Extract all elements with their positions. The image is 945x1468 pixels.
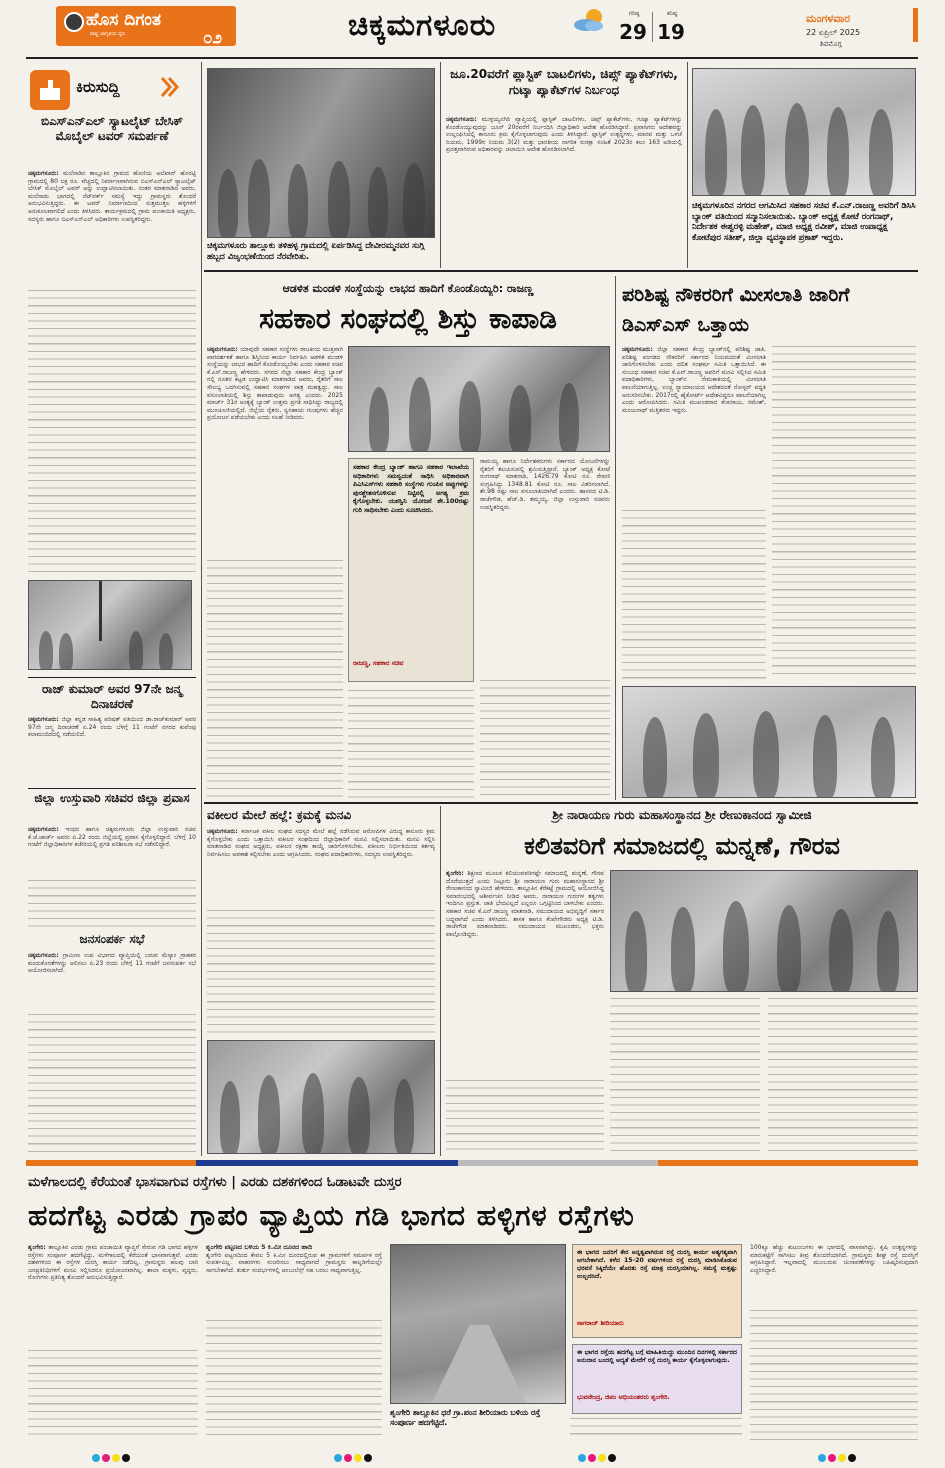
min-temp-label: ಕನಿಷ್ಠ bbox=[666, 10, 678, 17]
roads-quote-box-2 bbox=[572, 1344, 742, 1414]
page-number: ೦೨ bbox=[202, 30, 222, 47]
misalati-headline: ಪರಿಶಿಷ್ಟ ನೌಕರರಿಗೆ ಮೀಸಲಾತಿ ಜಾರಿಗೆ ಡಿಎಸ್ಎಸ್ ಒತ್ತಾಯ bbox=[622, 284, 850, 336]
misalati-text: ಜಿಲ್ಲಾ ಸಹಕಾರ ಕೇಂದ್ರ ಬ್ಯಾಂಕ್‌ನಲ್ಲಿ ಪರಿಶಿಷ್ಟ ಜಾತಿ, ಪರಿಶಿಷ್ಟ ಪಂಗಡದ ನೌಕರರಿಗೆ ಸರ್ಕಾರದ ನಿಯಮದಂತೆ ಮೀಸಲಾತಿ ಜಾರಿಗೊಳಿಸಬೇಕು ಎಂದು ದಲಿತ ಸಂಘರ್ಷ ಸಮಿತಿ ಒತ್ತಾಯಿಸಿದೆ. ಈ ಸಂಬಂಧ ಸಹಕಾರ ಸಚಿವ ಕೆ.ಎನ್.ರಾಜಣ್ಣ ಅವರಿಗೆ ಮನವಿ ಸಲ್ಲಿಸಿದ ಸಮಿತಿ ಪದಾಧಿಕಾರಿಗಳು, ಬ್ಯಾಂಕ್‌ನ ನೇಮಕಾತಿಯಲ್ಲಿ ಮೀಸಲಾತಿ ಪಾಲನೆಯಾಗುತ್ತಿಲ್ಲ. ಉಚ್ಚ ನ್ಯಾಯಾಲಯದ ಆದೇಶದಂತೆ ರೋಸ್ಟರ್ ಪದ್ಧತಿ ಅನುಸರಿಸಬೇಕು. 2017ರಲ್ಲಿ ಹೈಕೋರ್ಟ್ ಆದೇಶವಿದ್ದರೂ ಪಾಲನೆಯಾಗಿಲ್ಲ ಎಂದು ಆರೋಪಿಸಿದರು. ಸಮಿತಿ ಮುಖಂಡರಾದ ಕೆಂಪರಾಜು, ರಮೇಶ್, ಮಂಜುನಾಥ್ ಮತ್ತಿತರರು ಇದ್ದರು. bbox=[622, 346, 766, 414]
sahakara-quote-box bbox=[348, 458, 474, 682]
roads-quote-1: ಈ ಭಾಗದ ಜನರಿಗೆ ಕೇರ ಅನ್ನತ್ವವಾಗಿರುವ ರಸ್ತೆ ದುರಸ್ತಿ ಕಾರ್ಯ ಅತ್ಯಗತ್ಯವಾಗಿ ಆಗಬೇಕಾಗಿದೆ. ಕಳೆದ 15-20 ವರ್ಷಗಳಿಂದ ರಸ್ತೆ ದುರಸ್ತಿ ಮಾಡಿಸಿಕೊಡುವ ಭರವಸೆ ಸಿಕ್ಕಿದೆಯೇ ಹೊರತು ರಸ್ತೆ ಮಾತ್ರ ದುರಸ್ತಿಯಾಗಿಲ್ಲ. ಸಮಸ್ಯೆ ಮತ್ತಷ್ಟು ಉಲ್ಬಣಿಸಿದೆ. bbox=[577, 1249, 737, 1280]
date-label: 22 ಏಪ್ರಿಲ್ 2025 bbox=[806, 28, 861, 37]
narayana-dateline: ಶೃಂಗೇರಿ: bbox=[446, 870, 464, 877]
brief-1-continuation bbox=[28, 290, 196, 572]
brief-4-dateline: ಚಿಕ್ಕಮಗಳೂರು: bbox=[28, 952, 59, 959]
vakila-dateline: ಚಿಕ್ಕಮಗಳೂರು: bbox=[207, 828, 238, 835]
brief-1-text: ಮಲೆನಾಡಿನ ತಾಲ್ಲೂಕಿನ ಗ್ರಾಮದ ಹೊಣಿಯ ಅಲೆಖಾನ್ ಹೊರಟ್ಟಿ ಗ್ರಾಮದಲ್ಲಿ 80 ಲಕ್ಷ ರೂ. ವೆಚ್ಚದಲ್ಲಿ ನಿರ್ಮಾಣವಾಗಿರುವ ಬಿಎಸ್ಎನ್ಎಲ್ ಸ್ಯಾಟಲೈಟ್ ಬೇಸಿಕ್ ಮೊಬೈಲ್ ಟವರ್ ಅನ್ನು ಉದ್ಘಾಟಿಸಲಾಯಿತು. ನಂತರ ಮಾತನಾಡಿದ ಅವರು, ಮಲೆನಾಡು ಭಾಗದಲ್ಲಿ ನೆಟ್‌ವರ್ಕ್ ಸಮಸ್ಯೆ ಇದ್ದು ಗ್ರಾಮಸ್ಥರು ತೊಂದರೆ ಅನುಭವಿಸುತ್ತಿದ್ದರು. ಈ ಟವರ್ ನಿರ್ಮಾಣದಿಂದ ಸುತ್ತಮುತ್ತಲ ಹಳ್ಳಿಗಳಿಗೆ ಅನುಕೂಲವಾಗಲಿದೆ ಎಂದು ತಿಳಿಸಿದರು. ಕಾರ್ಯಕ್ರಮದಲ್ಲಿ ಗ್ರಾಮ ಪಂಚಾಯಿತಿ ಅಧ್ಯಕ್ಷರು, ಸದಸ್ಯರು ಹಾಗೂ ಬಿಎಸ್ಎನ್ಎಲ್ ಅಧಿಕಾರಿಗಳು ಉಪಸ್ಥಿತರಿದ್ದರು. bbox=[28, 170, 196, 223]
masthead-accent-bar bbox=[913, 8, 918, 42]
brief-rule-1 bbox=[28, 677, 196, 678]
brief-3-text: ಇಂಧನ ಹಾಗೂ ಚಿಕ್ಕಮಗಳೂರು ಜಿಲ್ಲಾ ಉಸ್ತುವಾರಿ ಸಚಿವ ಕೆ.ಜೆ.ಜಾರ್ಜ್ ಅವರು ಏ.22 ರಂದು ಜಿಲ್ಲೆಯಲ್ಲಿ ಪ್ರವಾಸ ಕೈಗೊಳ್ಳಲಿದ್ದಾರೆ. ಬೆಳಿಗ್ಗೆ 10 ಗಂಟೆಗೆ ಜಿಲ್ಲಾಧಿಕಾರಿಗಳ ಕಚೇರಿಯಲ್ಲಿ ಪ್ರಗತಿ ಪರಿಶೀಲನಾ ಸಭೆ ನಡೆಸಲಿದ್ದಾರೆ. bbox=[28, 826, 196, 849]
roads-body-3: 100ಕ್ಕೂ ಹೆಚ್ಚು ಕುಟುಂಬಗಳು ಈ ಭಾಗದಲ್ಲಿ ವಾಸವಾಗಿದ್ದು, ಕೃಷಿ ಉತ್ಪನ್ನಗಳನ್ನು ಮಾರುಕಟ್ಟೆಗೆ ಸಾಗಿಸಲು ತೀವ್ರ ತೊಂದರೆಯಾಗಿದೆ. ಗ್ರಾಮಸ್ಥರು ಶೀಘ್ರ ರಸ್ತೆ ದುರಸ್ತಿಗೆ ಆಗ್ರಹಿಸಿದ್ದಾರೆ. ಇಲ್ಲವಾದಲ್ಲಿ ಮುಂಬರುವ ಚುನಾವಣೆಗಳನ್ನು ಬಹಿಷ್ಕರಿಸುವುದಾಗಿ ಎಚ್ಚರಿಸಿದ್ದಾರೆ. bbox=[750, 1244, 918, 1274]
festival-photo bbox=[207, 68, 435, 238]
narayana-continuation-1 bbox=[446, 1080, 604, 1156]
sahakara-continuation bbox=[207, 560, 343, 798]
sahakara-quote: ಸಹಕಾರ ಕೇಂದ್ರ ಬ್ಯಾಂಕ್ ಹಾಗೂ ಸಹಕಾರ ಇಲಾಖೆಯ ಅಧಿಕಾರಿಗಳು ಸಮನ್ವಯತೆ ಸಾಧಿಸಿ ಅಧಿಕಾರವಾಗಿ ಪಿಎಸಿಎಸ್‌ಗಳು ಸಹಕಾರಿ ಸಂಸ್ಥೆಗಳು ಗುಂಪಿನ ಅಪ್ಪುಗಳನ್ನು ಪುನಶ್ಚೇತನಗೊಳಿಸುವ ನಿಟ್ಟಿನಲ್ಲಿ ಅಗತ್ಯ ಕ್ರಮ ಕೈಗೊಳ್ಳಬೇಕು. ಯಶಸ್ವಿನಿ ಯೋಜನೆ ಶೇ.100ರಷ್ಟು ಗುರಿ ಸಾಧಿಸಬೇಕು ಎಂದು ಸೂಚಿಸಿದರು. bbox=[353, 463, 469, 514]
pointing-hand-icon bbox=[30, 70, 70, 110]
day-label: ಮಂಗಳವಾರ bbox=[806, 12, 851, 25]
edition-label: ಶಿವಮೊಗ್ಗ bbox=[820, 40, 842, 48]
sahakara-meeting-photo bbox=[348, 346, 610, 452]
misalati-continuation-1 bbox=[622, 510, 766, 680]
brief-2-body bbox=[28, 716, 196, 786]
brief-4-headline: ಜನಸಂಪರ್ಕ ಸಭೆ bbox=[79, 932, 145, 946]
temp-divider bbox=[652, 12, 653, 42]
brief-3-continuation bbox=[28, 880, 196, 930]
print-registration-marks bbox=[0, 1452, 945, 1464]
sahakara-text: ಯಾವುದೇ ಸಹಕಾರ ಸಂಸ್ಥೆಗಳು ರಾಜಕೀಯ ಮುಕ್ತವಾಗಿ ಪಾರದರ್ಶಕತೆ ಹಾಗೂ ಶಿಸ್ತಿನಿಂದ ಕಾರ್ಯ ನಿರ್ವಹಿಸಿ ಆಡಳಿತ ಮಂಡಳಿ ಸಂಸ್ಥೆಯನ್ನು ಲಾಭದ ಹಾದಿಗೆ ಕೊಂಡೊಯ್ಯಬೇಕು ಎಂದು ಸಹಕಾರ ಸಚಿವ ಕೆ.ಎನ್.ರಾಜಣ್ಣ ಹೇಳಿದರು. ನಗರದ ಜಿಲ್ಲಾ ಸಹಕಾರ ಕೇಂದ್ರ ಬ್ಯಾಂಕ್ ನಲ್ಲಿ ನೂತನ ಕಟ್ಟಡ ಉದ್ಘಾಟಿಸಿ ಮಾತನಾಡಿದ ಅವರು, ರೈತರಿಗೆ ಸಾಲ ಸೌಲಭ್ಯ ಒದಗಿಸುವಲ್ಲಿ ಸಹಕಾರ ಸಂಘಗಳ ಪಾತ್ರ ಮಹತ್ವದ್ದು. ಸಾಲ ವಸೂಲಾತಿಯಲ್ಲಿ ಶಿಸ್ತು ಕಾಪಾಡುವುದು ಅಗತ್ಯ ಎಂದರು. 2025 ಮಾರ್ಚ್ 31ರ ಅಂತ್ಯಕ್ಕೆ ಬ್ಯಾಂಕ್ ಉತ್ತಮ ಪ್ರಗತಿ ಸಾಧಿಸಿದ್ದು ರಾಜ್ಯದಲ್ಲಿ ಮುಂಚೂಣಿಯಲ್ಲಿದೆ. ಜಿಲ್ಲೆಯ ರೈತರು, ಸ್ವಸಹಾಯ ಗುಂಪುಗಳು ಹೆಚ್ಚಿನ ಪ್ರಯೋಜನ ಪಡೆಯಬೇಕು ಎಂದು ಸಲಹೆ ನೀಡಿದರು. bbox=[207, 346, 343, 422]
plastic-text: ಮುಳ್ಳಯ್ಯನಗಿರಿ ವ್ಯಾಪ್ತಿಯಲ್ಲಿ ಪ್ಲಾಸ್ಟಿಕ್ ಬಾಟಲಿಗಳು, ಚಿಪ್ಸ್ ಪ್ಯಾಕೆಟ್‌ಗಳು, ಗುಟ್ಕಾ ಪ್ಯಾಕೆಟ್‌ಗಳನ್ನು ಕೊಂಡೊಯ್ಯುವುದನ್ನು ಜೂನ್ 20ರವರೆಗೆ ನಿರ್ಬಂಧಿಸಿ ಜಿಲ್ಲಾಧಿಕಾರಿ ಆದೇಶ ಹೊರಡಿಸಿದ್ದಾರೆ. ಪ್ರವಾಸಿಗರು ಆದೇಶವನ್ನು ಉಲ್ಲಂಘಿಸಿದಲ್ಲಿ ಕಾನೂನು ಕ್ರಮ ಕೈಗೊಳ್ಳಲಾಗುವುದು ಎಂದು ತಿಳಿಸಿದ್ದಾರೆ. ಪ್ಲಾಸ್ಟಿಕ್ ಉತ್ಪನ್ನಗಳು, ಮಾನವ ಮತ್ತು ಒಳಚೆ ನಿಯಮ, 1999ರ ನಿಯಮ 3(2) ಮತ್ತು ಭಾರತೀಯ ನಾಗರಿಕ ಸುರಕ್ಷಾ ಸಂಹಿತೆ 2023ರ ಕಲಂ 163 ಅಡಿಯಲ್ಲಿ ಪ್ರದತ್ತವಾಗಿರುವ ಅಧಿಕಾರವನ್ನು ಚಲಾಯಿಸಿ ಆದೇಶ ಹೊರಡಿಸಲಾಗಿದೆ. bbox=[446, 116, 682, 154]
brief-3-dateline: ಚಿಕ್ಕಮಗಳೂರು: bbox=[28, 826, 59, 833]
roads-dateline: ಶೃಂಗೇರಿ: bbox=[28, 1244, 46, 1251]
brand-name: ಹೊಸ ದಿಗಂತ bbox=[86, 10, 161, 30]
vakila-headline: ವಕೀಲರ ಮೇಲೆ ಹಲ್ಲೆ: ಕ್ರಮಕ್ಕೆ ಮನವಿ bbox=[207, 808, 352, 822]
roads-continuation-2 bbox=[206, 1320, 382, 1440]
roads-continuation-1 bbox=[28, 1350, 198, 1440]
roads-continuation-4 bbox=[750, 1310, 918, 1440]
festival-photo-caption: ಚಿಕ್ಕಮಗಳೂರು ತಾಲ್ಲೂಕು ತಳಿಹಳ್ಳ ಗ್ರಾಮದಲ್ಲಿ ಏರ್ಪಡಿಸಿದ್ದ ದೇವೀರಮ್ಮನವರ ಸುಗ್ಗಿ ಹಬ್ಬದ ವಿಜೃಂಭಣೆಯಿಂದ ನೆರವೇರಿತು. bbox=[207, 240, 425, 261]
vakila-continuation bbox=[207, 910, 435, 1034]
kirusuddi-label: ಕಿರುಸುದ್ದಿ bbox=[76, 78, 120, 96]
plastic-dateline: ಚಿಕ್ಕಮಗಳೂರು: bbox=[446, 116, 477, 123]
roads-headline: ಹದಗೆಟ್ಟ ಎರಡು ಗ್ರಾಪಂ ವ್ಯಾಪ್ತಿಯ ಗಡಿ ಭಾಗದ ಹಳ್ಳಿಗಳ ರಸ್ತೆಗಳು bbox=[28, 1199, 635, 1232]
max-temp: 29 bbox=[619, 20, 647, 44]
section-color-bar bbox=[26, 1160, 918, 1166]
sun-cloud-icon bbox=[570, 6, 610, 34]
minister-felicitation-photo bbox=[692, 68, 916, 196]
road-photo-caption: ಶೃಂಗೇರಿ ತಾಲ್ಲೂಕಿನ ಧರೆ ಗ್ರಾ.ಪಂನ ಶೀರಿಯಾರು ಬಳಿಯ ರಸ್ತೆ ಸಂಪೂರ್ಣ ಹದಗೆಟ್ಟಿದೆ. bbox=[390, 1408, 541, 1427]
brief-3-headline: ಜಿಲ್ಲಾ ಉಸ್ತುವಾರಿ ಸಚಿವರ ಜಿಲ್ಲಾ ಪ್ರವಾಸ bbox=[34, 791, 190, 805]
brief-2-dateline: ಚಿಕ್ಕಮಗಳೂರು: bbox=[28, 716, 59, 723]
min-temp: 19 bbox=[657, 20, 685, 44]
roads-quote-2: ಈ ಭಾಗದ ರಸ್ತೆಯ ಹದಗೆಟ್ಟ ಬಗ್ಗೆ ಮಾಹಿತಿಯಿದ್ದು ಮುಂದಿನ ದಿನಗಳಲ್ಲಿ ಸರ್ಕಾರದ ಅನುದಾನ ಬಂದಲ್ಲಿ ಆದ್ಯತೆ ಮೇರೆಗೆ ರಸ್ತೆ ದುರಸ್ತಿ ಕಾರ್ಯ ಕೈಗೊಳ್ಳಲಾಗುವುದು. bbox=[577, 1349, 737, 1364]
narayana-kicker: ಶ್ರೀ ನಾರಾಯಣ ಗುರು ಮಹಾಸಂಸ್ಥಾನದ ಶ್ರೀ ರೇಣುಕಾನಂದ ಸ್ವಾಮೀಜಿ bbox=[552, 808, 812, 822]
tower-photo bbox=[28, 580, 192, 670]
brief-2-text: ಜಿಲ್ಲಾ ಕನ್ನಡ ಸಾಹಿತ್ಯ ಪರಿಷತ್ ವತಿಯಿಂದ ಡಾ.ರಾಜ್‌ಕುಮಾರ್ ಅವರ 97ನೇ ಜನ್ಮ ದಿನಾಚರಣೆ ಏ.24 ರಂದು ಬೆಳಿಗ್ಗೆ 11 ಗಂಟೆಗೆ ನಗರದ ಕುವೆಂಪು ಕಲಾಮಂದಿರದಲ್ಲಿ ನಡೆಯಲಿದೆ. bbox=[28, 716, 196, 739]
sahakara-headline: ಸಹಕಾರ ಸಂಘದಲ್ಲಿ ಶಿಸ್ತು ಕಾಪಾಡಿ bbox=[259, 302, 557, 335]
sahakara-body-2: ರಾಮಯ್ಯ ಹಾಗೂ ನಿರ್ದೇಶಕರುಗಳು ಸರ್ಕಾರದ ಯೋಜನೆಗಳನ್ನು ರೈತರಿಗೆ ತಲುಪಿಸುವಲ್ಲಿ ಶ್ರಮಿಸುತ್ತಿದ್ದಾರೆ. ಬ್ಯಾಂಕ್ ಅಧ್ಯಕ್ಷ ಕೋಟೆ ರಂಗನಾಥ್ ಮಾತನಾಡಿ, 1426.79 ಕೋಟಿ ರೂ. ಠೇವಣಿ ಸಂಗ್ರಹಿಸಿದ್ದು 1348.81 ಕೋಟಿ ರೂ. ಸಾಲ ವಿತರಿಸಲಾಗಿದೆ. ಶೇ.98 ರಷ್ಟು ಸಾಲ ವಸೂಲಾತಿಯಾಗಿದೆ ಎಂದರು. ಹಾಸನದ ಟಿ.ಡಿ. ರಾಜೇಗೌಡ, ಹೆಚ್.ಡಿ. ತಮ್ಮಯ್ಯ, ಜಿಲ್ಲಾ ಉಸ್ತುವಾರಿ ಸಚಿವರು ಉಪಸ್ಥಿತರಿದ್ದರು. bbox=[480, 458, 610, 511]
city-title: ಚಿಕ್ಕಮಗಳೂರು bbox=[348, 8, 497, 43]
dss-petition-photo bbox=[622, 686, 916, 798]
top-row-rule bbox=[204, 270, 918, 272]
plastic-headline: ಜೂ.20ವರೆಗೆ ಪ್ಲಾಸ್ಟಿಕ್ ಬಾಟಲಿಗಳು, ಚಿಪ್ಸ್ ಪ್ಯಾಕೆಟ್‌ಗಳು, ಗುಟ್ಕಾ ಪ್ಯಾಕೆಟ್‌ಗಳ ನಿರ್ಬಂಧ bbox=[450, 67, 678, 97]
brief-4-continuation bbox=[28, 1014, 196, 1152]
sahakara-body-3-continuation bbox=[480, 680, 610, 798]
masthead-rule bbox=[26, 57, 918, 59]
narayana-text: ಶಿಕ್ಷಣದ ಮೂಲಕ ಕಲಿಯುವವರಿಗಷ್ಟೇ ಸಮಾಜದಲ್ಲಿ ಮನ್ನಣೆ, ಗೌರವ ದೊರೆಯುತ್ತದೆ ಎಂದು ನಿಟ್ಟೂರು ಶ್ರೀ ನಾರಾಯಣ ಗುರು ಮಹಾಸಂಸ್ಥಾನದ ಶ್ರೀ ರೇಣುಕಾನಂದ ಸ್ವಾಮೀಜಿ ಹೇಳಿದರು. ತಾಲ್ಲೂಕಿನ ಕೆರೆಕಟ್ಟೆ ಗ್ರಾಮದಲ್ಲಿ ಆಯೋಜಿಸಿದ್ದ ಸಮಾರಂಭದಲ್ಲಿ ಆಶೀರ್ವಚನ ನೀಡಿದ ಅವರು, ನಾರಾಯಣ ಗುರುಗಳ ತತ್ವಗಳು ಇಂದಿಗೂ ಪ್ರಸ್ತುತ. ಜಾತಿ ಭೇದವಿಲ್ಲದೆ ಎಲ್ಲರೂ ಒಗ್ಗಟ್ಟಿನಿಂದ ಬಾಳಬೇಕು ಎಂದರು. ಸಹಕಾರ ಸಚಿವ ಕೆ.ಎನ್.ರಾಜಣ್ಣ ಮಾತನಾಡಿ, ಸಮುದಾಯದ ಅಭಿವೃದ್ಧಿಗೆ ಸರ್ಕಾರ ಬದ್ಧವಾಗಿದೆ ಎಂದು ತಿಳಿಸಿದರು. ಶಾಸಕ ಹಾಗೂ ಕೆಂಪೇಗೌಡರು ಅಧ್ಯಕ್ಷ ಟಿ.ಡಿ. ರಾಜೇಗೌಡ ಮಾತನಾಡಿದರು. ಸಮುದಾಯದ ಮುಖಂಡರು, ಭಕ್ತರು ಪಾಲ್ಗೊಂಡಿದ್ದರು. bbox=[446, 870, 604, 938]
roads-subhead: ಶೃಂಗೇರಿ ಪಟ್ಟಣದ ಬಳಿಯ 5 ಕಿ.ಮೀ ದೂರದ ಹಾದಿ bbox=[206, 1244, 313, 1251]
lower-col-divider bbox=[440, 806, 441, 1156]
roads-continuation-3 bbox=[570, 1418, 742, 1440]
roads-quote-box-1 bbox=[572, 1244, 742, 1338]
roads-text: ತಾಲ್ಲೂಕಿನ ಎರಡು ಗ್ರಾಮ ಪಂಚಾಯಿತಿ ವ್ಯಾಪ್ತಿಗೆ ಸೇರುವ ಗಡಿ ಭಾಗದ ಹಳ್ಳಿಗಳ ರಸ್ತೆಗಳು ಸಂಪೂರ್ಣ ಹದಗೆಟ್ಟಿದ್ದು, ಮಳೆಗಾಲದಲ್ಲಿ ಕೆರೆಯಂತೆ ಭಾಸವಾಗುತ್ತವೆ. ಎರಡು ದಶಕಗಳಿಂದ ಈ ರಸ್ತೆಗಳ ದುರಸ್ತಿ ಕಾರ್ಯ ನಡೆದಿಲ್ಲ. ಗ್ರಾಮಸ್ಥರು ಹಲವು ಬಾರಿ ಜನಪ್ರತಿನಿಧಿಗಳಿಗೆ ಮನವಿ ಸಲ್ಲಿಸಿದರೂ ಪ್ರಯೋಜನವಾಗಿಲ್ಲ. ಶಾಲಾ ಮಕ್ಕಳು, ವೃದ್ಧರು, ರೋಗಿಗಳು ಪ್ರತಿನಿತ್ಯ ತೊಂದರೆ ಅನುಭವಿಸುತ್ತಿದ್ದಾರೆ. bbox=[28, 1244, 198, 1282]
max-temp-label: ಗರಿಷ್ಠ bbox=[628, 10, 640, 17]
sahakara-dateline: ಚಿಕ್ಕಮಗಳೂರು: bbox=[207, 346, 238, 353]
vakila-text: ಕರ್ನಾಟಕ ವಕೀಲ ಸಂಘದ ಸದಸ್ಯರ ಮೇಲೆ ಹಲ್ಲೆ ನಡೆಸಿರುವ ಆರೋಪಿಗಳ ವಿರುದ್ಧ ಕಾನೂನು ಕ್ರಮ ಕೈಗೊಳ್ಳಬೇಕು ಎಂದು ಒತ್ತಾಯಿಸಿ ವಕೀಲರ ಸಂಘದಿಂದ ಜಿಲ್ಲಾಧಿಕಾರಿಗೆ ಮನವಿ ಸಲ್ಲಿಸಲಾಯಿತು. ಮನವಿ ಸಲ್ಲಿಸಿ ಮಾತನಾಡಿದ ಸಂಘದ ಅಧ್ಯಕ್ಷರು, ವಕೀಲರ ರಕ್ಷಣಾ ಕಾಯ್ದೆ ಜಾರಿಗೊಳಿಸಬೇಕು. ವಕೀಲರು ನಿರ್ಭೀತಿಯಿಂದ ಕರ್ತವ್ಯ ನಿರ್ವಹಿಸಲು ಅವಕಾಶ ಕಲ್ಪಿಸಬೇಕು ಎಂದು ಆಗ್ರಹಿಸಿದರು. ಸಂಘದ ಪದಾಧಿಕಾರಿಗಳು, ಸದಸ್ಯರು ಉಪಸ್ಥಿತರಿದ್ದರು. bbox=[207, 828, 435, 858]
masthead bbox=[0, 0, 945, 58]
narayana-headline: ಕಲಿತವರಿಗೆ ಸಮಾಜದಲ್ಲಿ ಮನ್ನಣೆ, ಗೌರವ bbox=[524, 832, 840, 860]
seer-event-photo bbox=[610, 870, 918, 992]
misalati-dateline: ಚಿಕ್ಕಮಗಳೂರು: bbox=[622, 346, 653, 353]
chevron-right-icon bbox=[160, 76, 180, 98]
top-col-divider-2 bbox=[687, 62, 688, 268]
brief-1-headline: ಬಿಎಸ್ಎನ್ಎಲ್ ಸ್ಯಾಟಲೈಟ್ ಬೇಸಿಕ್ ಮೊಬೈಲ್ ಟವರ್ ಸಮರ್ಪಣೆ bbox=[41, 114, 183, 143]
kirusuddi-badge bbox=[30, 70, 70, 110]
top-col-divider-1 bbox=[440, 62, 441, 268]
narayana-continuation-3 bbox=[768, 998, 918, 1156]
mid-col-divider bbox=[615, 276, 616, 800]
misalati-continuation-2 bbox=[772, 346, 916, 680]
roads-quote-2-byline: ಭುವನೇಂದ್ರ, ಜಿಪಂ ಅಭಿಯಂತರರು ಶೃಂಗೇರಿ. bbox=[577, 1393, 670, 1401]
brand-tagline: ರಾಷ್ಟ್ರ ಜಾಗೃತಿಯ ಧ್ವನಿ bbox=[90, 31, 126, 37]
mid-row-rule bbox=[204, 802, 918, 804]
roads-text-2: ಶೃಂಗೇರಿ ಪಟ್ಟಣದಿಂದ ಕೇವಲ 5 ಕಿ.ಮೀ ದೂರದಲ್ಲಿರುವ ಈ ಗ್ರಾಮಗಳಿಗೆ ಸಮರ್ಪಕ ರಸ್ತೆ ಸಂಪರ್ಕವಿಲ್ಲ. ವಾಹನಗಳು ಸಂಚರಿಸಲು ಸಾಧ್ಯವಾಗದೆ ಗ್ರಾಮಸ್ಥರು ಕಾಲ್ನಡಿಗೆಯಲ್ಲೇ ಸಾಗಬೇಕಾಗಿದೆ. ತುರ್ತು ಸಂದರ್ಭಗಳಲ್ಲಿ ಆಂಬುಲೆನ್ಸ್ ಸಹ ಬರಲು ಸಾಧ್ಯವಾಗುತ್ತಿಲ್ಲ. bbox=[206, 1251, 382, 1274]
roads-kicker: ಮಳೆಗಾಲದಲ್ಲಿ ಕೆರೆಯಂತೆ ಭಾಸವಾಗುವ ರಸ್ತೆಗಳು | ಎರಡು ದಶಕಗಳಿಂದ ಓಡಾಟವೇ ದುಸ್ತರ bbox=[28, 1175, 402, 1190]
sahakara-quote-byline: ರಾಜಣ್ಣ, ಸಹಕಾರ ಸಚಿವ bbox=[353, 659, 404, 667]
brief-2-headline: ರಾಜ್ ಕುಮಾರ್ ಅವರ 97ನೇ ಜನ್ಮ ದಿನಾಚರಣೆ bbox=[42, 682, 182, 711]
sahakara-body-2-continuation bbox=[348, 690, 474, 798]
brand-mark-icon bbox=[64, 12, 84, 32]
narayana-continuation-2 bbox=[610, 998, 760, 1156]
minister-photo-caption: ಚಿಕ್ಕಮಗಳೂರಿನ ನಗರದ ಆಗಮಿಸಿದ ಸಹಕಾರ ಸಚಿವ ಕೆ.ಎನ್.ರಾಜಣ್ಣ ಅವರಿಗೆ ಡಿಸಿಸಿ ಬ್ಯಾಂಕ್ ವತಿಯಿಂದ ಸನ್ಮಾನಿಸಲಾಯಿತು. ಬ್ಯಾಂಕ್ ಅಧ್ಯಕ್ಷ ಕೋಟೆ ರಂಗನಾಥ್, ನಿರ್ದೇಶಕ ಈಶ್ವರಳ್ಳಿ ಮಹೇಶ್, ಮಾಜಿ ಅಧ್ಯಕ್ಷ ರವೀಶ್, ಮಾಜಿ ಉಪಾಧ್ಯಕ್ಷ ಕೋಟೆಪುರ ಸತೀಶ್, ಜಿಲ್ಲಾ ವ್ಯವಸ್ಥಾಪಕ ಪ್ರಕಾಶ್ ಇದ್ದರು. bbox=[692, 200, 916, 242]
roads-quote-1-byline: ನಾಗರಾಜ್ ಶೀರಿಯಾರು bbox=[577, 1319, 624, 1327]
brief-4-text: ಗ್ರಾಮೀಣ ಉಪ ವಿಭಾಗದ ವ್ಯಾಪ್ತಿಯಲ್ಲಿ ಬರುವ ಮೆಸ್ಕಾಂ ಗ್ರಾಹಕರ ಕುಂದುಕೊರತೆಗಳನ್ನು ಆಲಿಸಲು ಏ.23 ರಂದು ಬೆಳಿಗ್ಗೆ 11 ಗಂಟೆಗೆ ಜನಸಂಪರ್ಕ ಸಭೆ ಆಯೋಜಿಸಲಾಗಿದೆ. bbox=[28, 952, 196, 975]
brief-rule-2 bbox=[28, 788, 196, 789]
left-column-divider bbox=[201, 62, 202, 1156]
sahakara-kicker: ಆಡಳಿತ ಮಂಡಳಿ ಸಂಸ್ಥೆಯನ್ನು ಲಾಭದ ಹಾದಿಗೆ ಕೊಂಡೊಯ್ಯಿರಿ: ರಾಜಣ್ಣ bbox=[282, 282, 534, 295]
damaged-road-photo bbox=[390, 1244, 566, 1404]
brief-1-dateline: ಚಿಕ್ಕಮಗಳೂರು: bbox=[28, 170, 59, 177]
plastic-body bbox=[446, 116, 682, 264]
advocates-photo bbox=[207, 1040, 435, 1154]
